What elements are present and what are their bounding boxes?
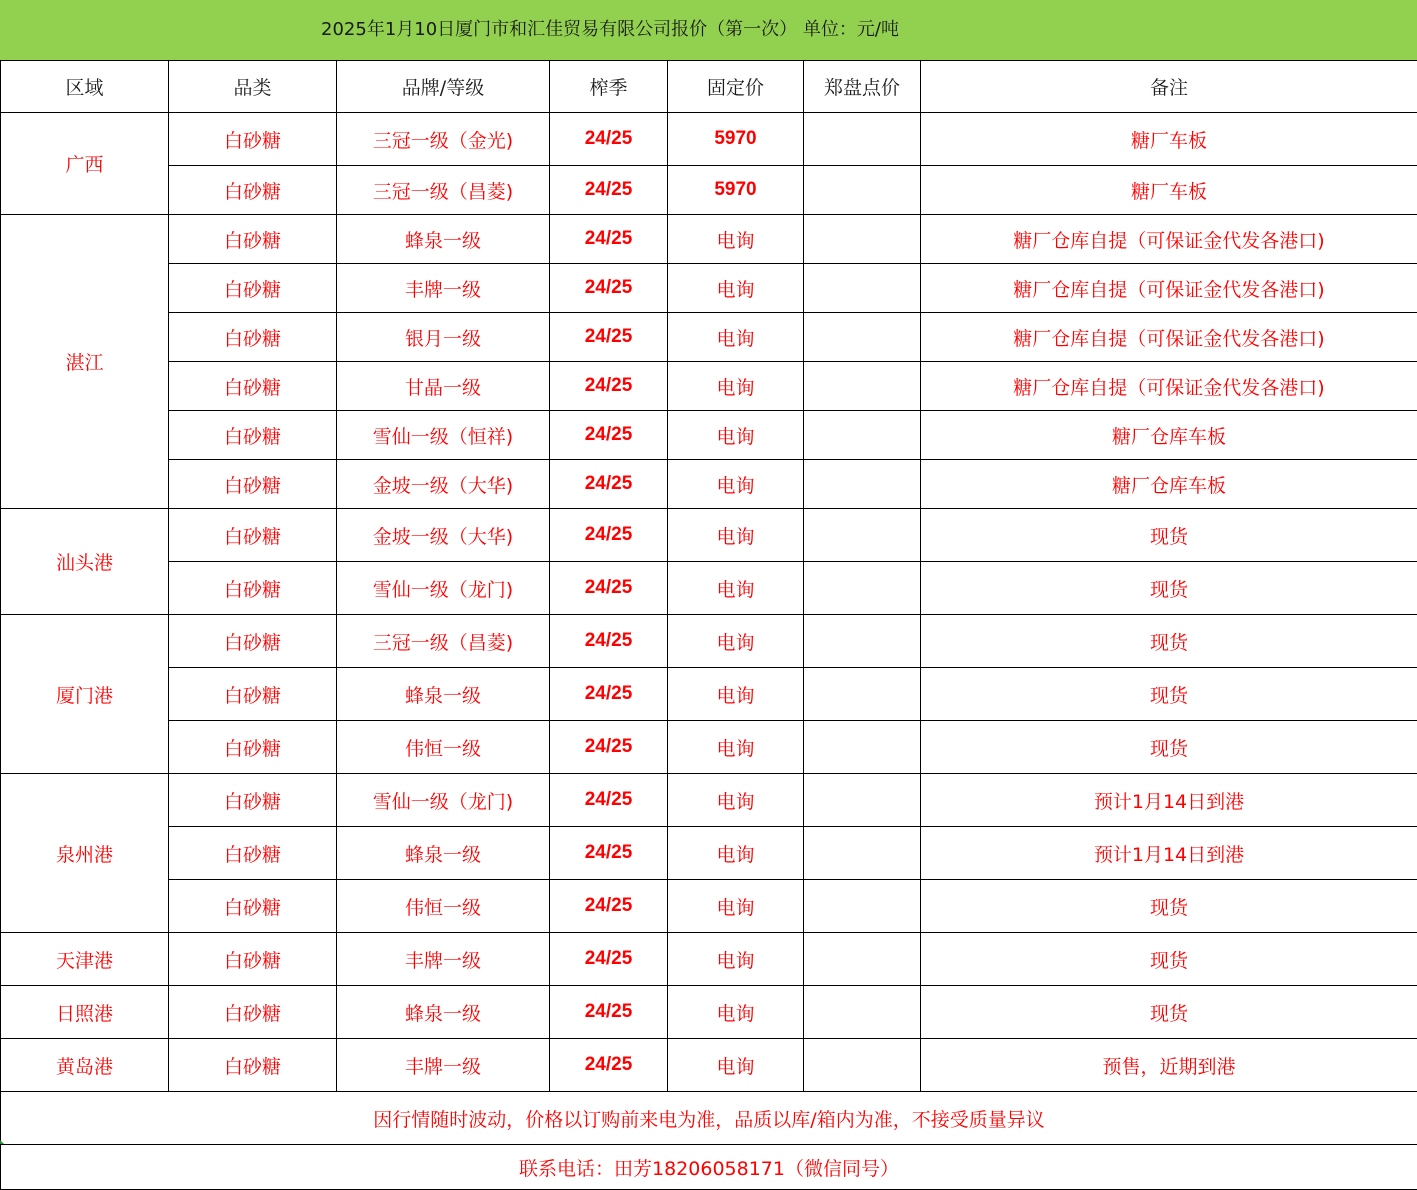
zheng-price-cell xyxy=(804,313,921,362)
price-cell: 电询 xyxy=(668,264,804,313)
zheng-price-cell xyxy=(804,615,921,668)
remark-cell: 现货 xyxy=(921,509,1417,562)
table-row xyxy=(1,615,1417,668)
column-header-price: 固定价 xyxy=(668,61,804,113)
table-row xyxy=(1,411,1417,460)
price-cell: 5970 xyxy=(668,166,804,215)
remark-cell: 糖厂车板 xyxy=(921,113,1417,166)
zheng-price-cell xyxy=(804,721,921,774)
season-cell: 24/25 xyxy=(550,933,668,986)
table-row xyxy=(1,721,1417,774)
zheng-price-cell xyxy=(804,362,921,411)
table-row xyxy=(1,113,1417,166)
season-cell: 24/25 xyxy=(550,362,668,411)
zheng-price-cell xyxy=(804,215,921,264)
category-cell: 白砂糖 xyxy=(169,411,337,460)
zheng-price-cell xyxy=(804,509,921,562)
column-header-brand: 品牌/等级 xyxy=(337,61,550,113)
region-cell: 泉州港 xyxy=(1,774,169,933)
season-cell: 24/25 xyxy=(550,827,668,880)
remark-cell: 糖厂仓库车板 xyxy=(921,460,1417,509)
category-cell: 白砂糖 xyxy=(169,313,337,362)
column-header-remark: 备注 xyxy=(921,61,1417,113)
price-cell: 电询 xyxy=(668,411,804,460)
season-cell: 24/25 xyxy=(550,986,668,1039)
price-cell: 电询 xyxy=(668,774,804,827)
table-row xyxy=(1,827,1417,880)
category-cell: 白砂糖 xyxy=(169,362,337,411)
season-cell: 24/25 xyxy=(550,562,668,615)
contact-row xyxy=(1,1145,1417,1190)
remark-cell: 现货 xyxy=(921,668,1417,721)
column-header-zheng-price: 郑盘点价 xyxy=(804,61,921,113)
category-cell: 白砂糖 xyxy=(169,1039,337,1092)
contact-text: 联系电话：田芳18206058171（微信同号） xyxy=(1,1145,1417,1190)
remark-cell: 现货 xyxy=(921,615,1417,668)
remark-cell: 现货 xyxy=(921,880,1417,933)
brand-cell: 蜂泉一级 xyxy=(337,986,550,1039)
page-title: 2025年1月10日厦门市和汇佳贸易有限公司报价（第一次） 单位：元/吨 xyxy=(0,0,1220,60)
season-cell: 24/25 xyxy=(550,509,668,562)
category-cell: 白砂糖 xyxy=(169,721,337,774)
category-cell: 白砂糖 xyxy=(169,880,337,933)
zheng-price-cell xyxy=(804,166,921,215)
table-row xyxy=(1,362,1417,411)
remark-cell: 预计1月14日到港 xyxy=(921,774,1417,827)
remark-cell: 糖厂仓库车板 xyxy=(921,411,1417,460)
table-row xyxy=(1,460,1417,509)
table-row xyxy=(1,880,1417,933)
season-cell: 24/25 xyxy=(550,668,668,721)
brand-cell: 雪仙一级（恒祥) xyxy=(337,411,550,460)
region-cell: 日照港 xyxy=(1,986,169,1039)
zheng-price-cell xyxy=(804,880,921,933)
title-bar xyxy=(0,0,1417,60)
table-row xyxy=(1,774,1417,827)
category-cell: 白砂糖 xyxy=(169,460,337,509)
table-row xyxy=(1,668,1417,721)
remark-cell: 现货 xyxy=(921,721,1417,774)
region-cell: 广西 xyxy=(1,113,169,215)
season-cell: 24/25 xyxy=(550,113,668,166)
remark-cell: 糖厂仓库自提（可保证金代发各港口) xyxy=(921,264,1417,313)
season-cell: 24/25 xyxy=(550,460,668,509)
season-cell: 24/25 xyxy=(550,313,668,362)
region-cell: 黄岛港 xyxy=(1,1039,169,1092)
category-cell: 白砂糖 xyxy=(169,933,337,986)
brand-cell: 金坡一级（大华) xyxy=(337,460,550,509)
remark-cell: 糖厂仓库自提（可保证金代发各港口) xyxy=(921,313,1417,362)
season-cell: 24/25 xyxy=(550,264,668,313)
brand-cell: 丰牌一级 xyxy=(337,264,550,313)
price-cell: 电询 xyxy=(668,1039,804,1092)
price-cell: 电询 xyxy=(668,313,804,362)
category-cell: 白砂糖 xyxy=(169,562,337,615)
brand-cell: 蜂泉一级 xyxy=(337,215,550,264)
season-cell: 24/25 xyxy=(550,615,668,668)
brand-cell: 伟恒一级 xyxy=(337,880,550,933)
price-cell: 电询 xyxy=(668,933,804,986)
table-row xyxy=(1,313,1417,362)
remark-cell: 预计1月14日到港 xyxy=(921,827,1417,880)
zheng-price-cell xyxy=(804,113,921,166)
category-cell: 白砂糖 xyxy=(169,166,337,215)
price-cell: 电询 xyxy=(668,668,804,721)
table-row xyxy=(1,509,1417,562)
brand-cell: 甘晶一级 xyxy=(337,362,550,411)
remark-cell: 预售，近期到港 xyxy=(921,1039,1417,1092)
region-cell: 湛江 xyxy=(1,215,169,509)
season-cell: 24/25 xyxy=(550,166,668,215)
category-cell: 白砂糖 xyxy=(169,774,337,827)
brand-cell: 三冠一级（金光) xyxy=(337,113,550,166)
column-header-season: 榨季 xyxy=(550,61,668,113)
zheng-price-cell xyxy=(804,411,921,460)
category-cell: 白砂糖 xyxy=(169,668,337,721)
zheng-price-cell xyxy=(804,774,921,827)
price-cell: 电询 xyxy=(668,721,804,774)
price-cell: 电询 xyxy=(668,880,804,933)
zheng-price-cell xyxy=(804,986,921,1039)
table-header-row xyxy=(1,61,1417,113)
disclaimer-text: 因行情随时波动，价格以订购前来电为准，品质以库/箱内为准，不接受质量异议 xyxy=(1,1092,1417,1145)
remark-cell: 糖厂仓库自提（可保证金代发各港口) xyxy=(921,362,1417,411)
zheng-price-cell xyxy=(804,1039,921,1092)
brand-cell: 雪仙一级（龙门) xyxy=(337,774,550,827)
table-row xyxy=(1,166,1417,215)
price-cell: 电询 xyxy=(668,460,804,509)
price-cell: 5970 xyxy=(668,113,804,166)
brand-cell: 银月一级 xyxy=(337,313,550,362)
remark-cell: 糖厂仓库自提（可保证金代发各港口) xyxy=(921,215,1417,264)
price-cell: 电询 xyxy=(668,827,804,880)
table-row xyxy=(1,562,1417,615)
price-cell: 电询 xyxy=(668,562,804,615)
zheng-price-cell xyxy=(804,460,921,509)
table-row xyxy=(1,264,1417,313)
price-cell: 电询 xyxy=(668,215,804,264)
category-cell: 白砂糖 xyxy=(169,615,337,668)
season-cell: 24/25 xyxy=(550,1039,668,1092)
category-cell: 白砂糖 xyxy=(169,986,337,1039)
disclaimer-row xyxy=(1,1092,1417,1145)
remark-cell: 糖厂车板 xyxy=(921,166,1417,215)
table-row xyxy=(1,1039,1417,1092)
price-cell: 电询 xyxy=(668,509,804,562)
category-cell: 白砂糖 xyxy=(169,215,337,264)
brand-cell: 伟恒一级 xyxy=(337,721,550,774)
price-table xyxy=(0,60,1417,1190)
brand-cell: 金坡一级（大华) xyxy=(337,509,550,562)
zheng-price-cell xyxy=(804,827,921,880)
brand-cell: 蜂泉一级 xyxy=(337,827,550,880)
category-cell: 白砂糖 xyxy=(169,509,337,562)
price-cell: 电询 xyxy=(668,615,804,668)
zheng-price-cell xyxy=(804,264,921,313)
cell-corner-marker xyxy=(0,1140,4,1144)
category-cell: 白砂糖 xyxy=(169,827,337,880)
column-header-region: 区域 xyxy=(1,61,169,113)
category-cell: 白砂糖 xyxy=(169,264,337,313)
brand-cell: 三冠一级（昌菱) xyxy=(337,166,550,215)
column-header-category: 品类 xyxy=(169,61,337,113)
region-cell: 天津港 xyxy=(1,933,169,986)
table-row xyxy=(1,933,1417,986)
season-cell: 24/25 xyxy=(550,774,668,827)
season-cell: 24/25 xyxy=(550,215,668,264)
season-cell: 24/25 xyxy=(550,411,668,460)
remark-cell: 现货 xyxy=(921,986,1417,1039)
remark-cell: 现货 xyxy=(921,562,1417,615)
price-cell: 电询 xyxy=(668,362,804,411)
category-cell: 白砂糖 xyxy=(169,113,337,166)
region-cell: 厦门港 xyxy=(1,615,169,774)
remark-cell: 现货 xyxy=(921,933,1417,986)
zheng-price-cell xyxy=(804,933,921,986)
season-cell: 24/25 xyxy=(550,880,668,933)
brand-cell: 丰牌一级 xyxy=(337,933,550,986)
table-row xyxy=(1,986,1417,1039)
table-row xyxy=(1,215,1417,264)
brand-cell: 三冠一级（昌菱) xyxy=(337,615,550,668)
season-cell: 24/25 xyxy=(550,721,668,774)
brand-cell: 雪仙一级（龙门) xyxy=(337,562,550,615)
brand-cell: 丰牌一级 xyxy=(337,1039,550,1092)
brand-cell: 蜂泉一级 xyxy=(337,668,550,721)
zheng-price-cell xyxy=(804,668,921,721)
zheng-price-cell xyxy=(804,562,921,615)
region-cell: 汕头港 xyxy=(1,509,169,615)
price-cell: 电询 xyxy=(668,986,804,1039)
